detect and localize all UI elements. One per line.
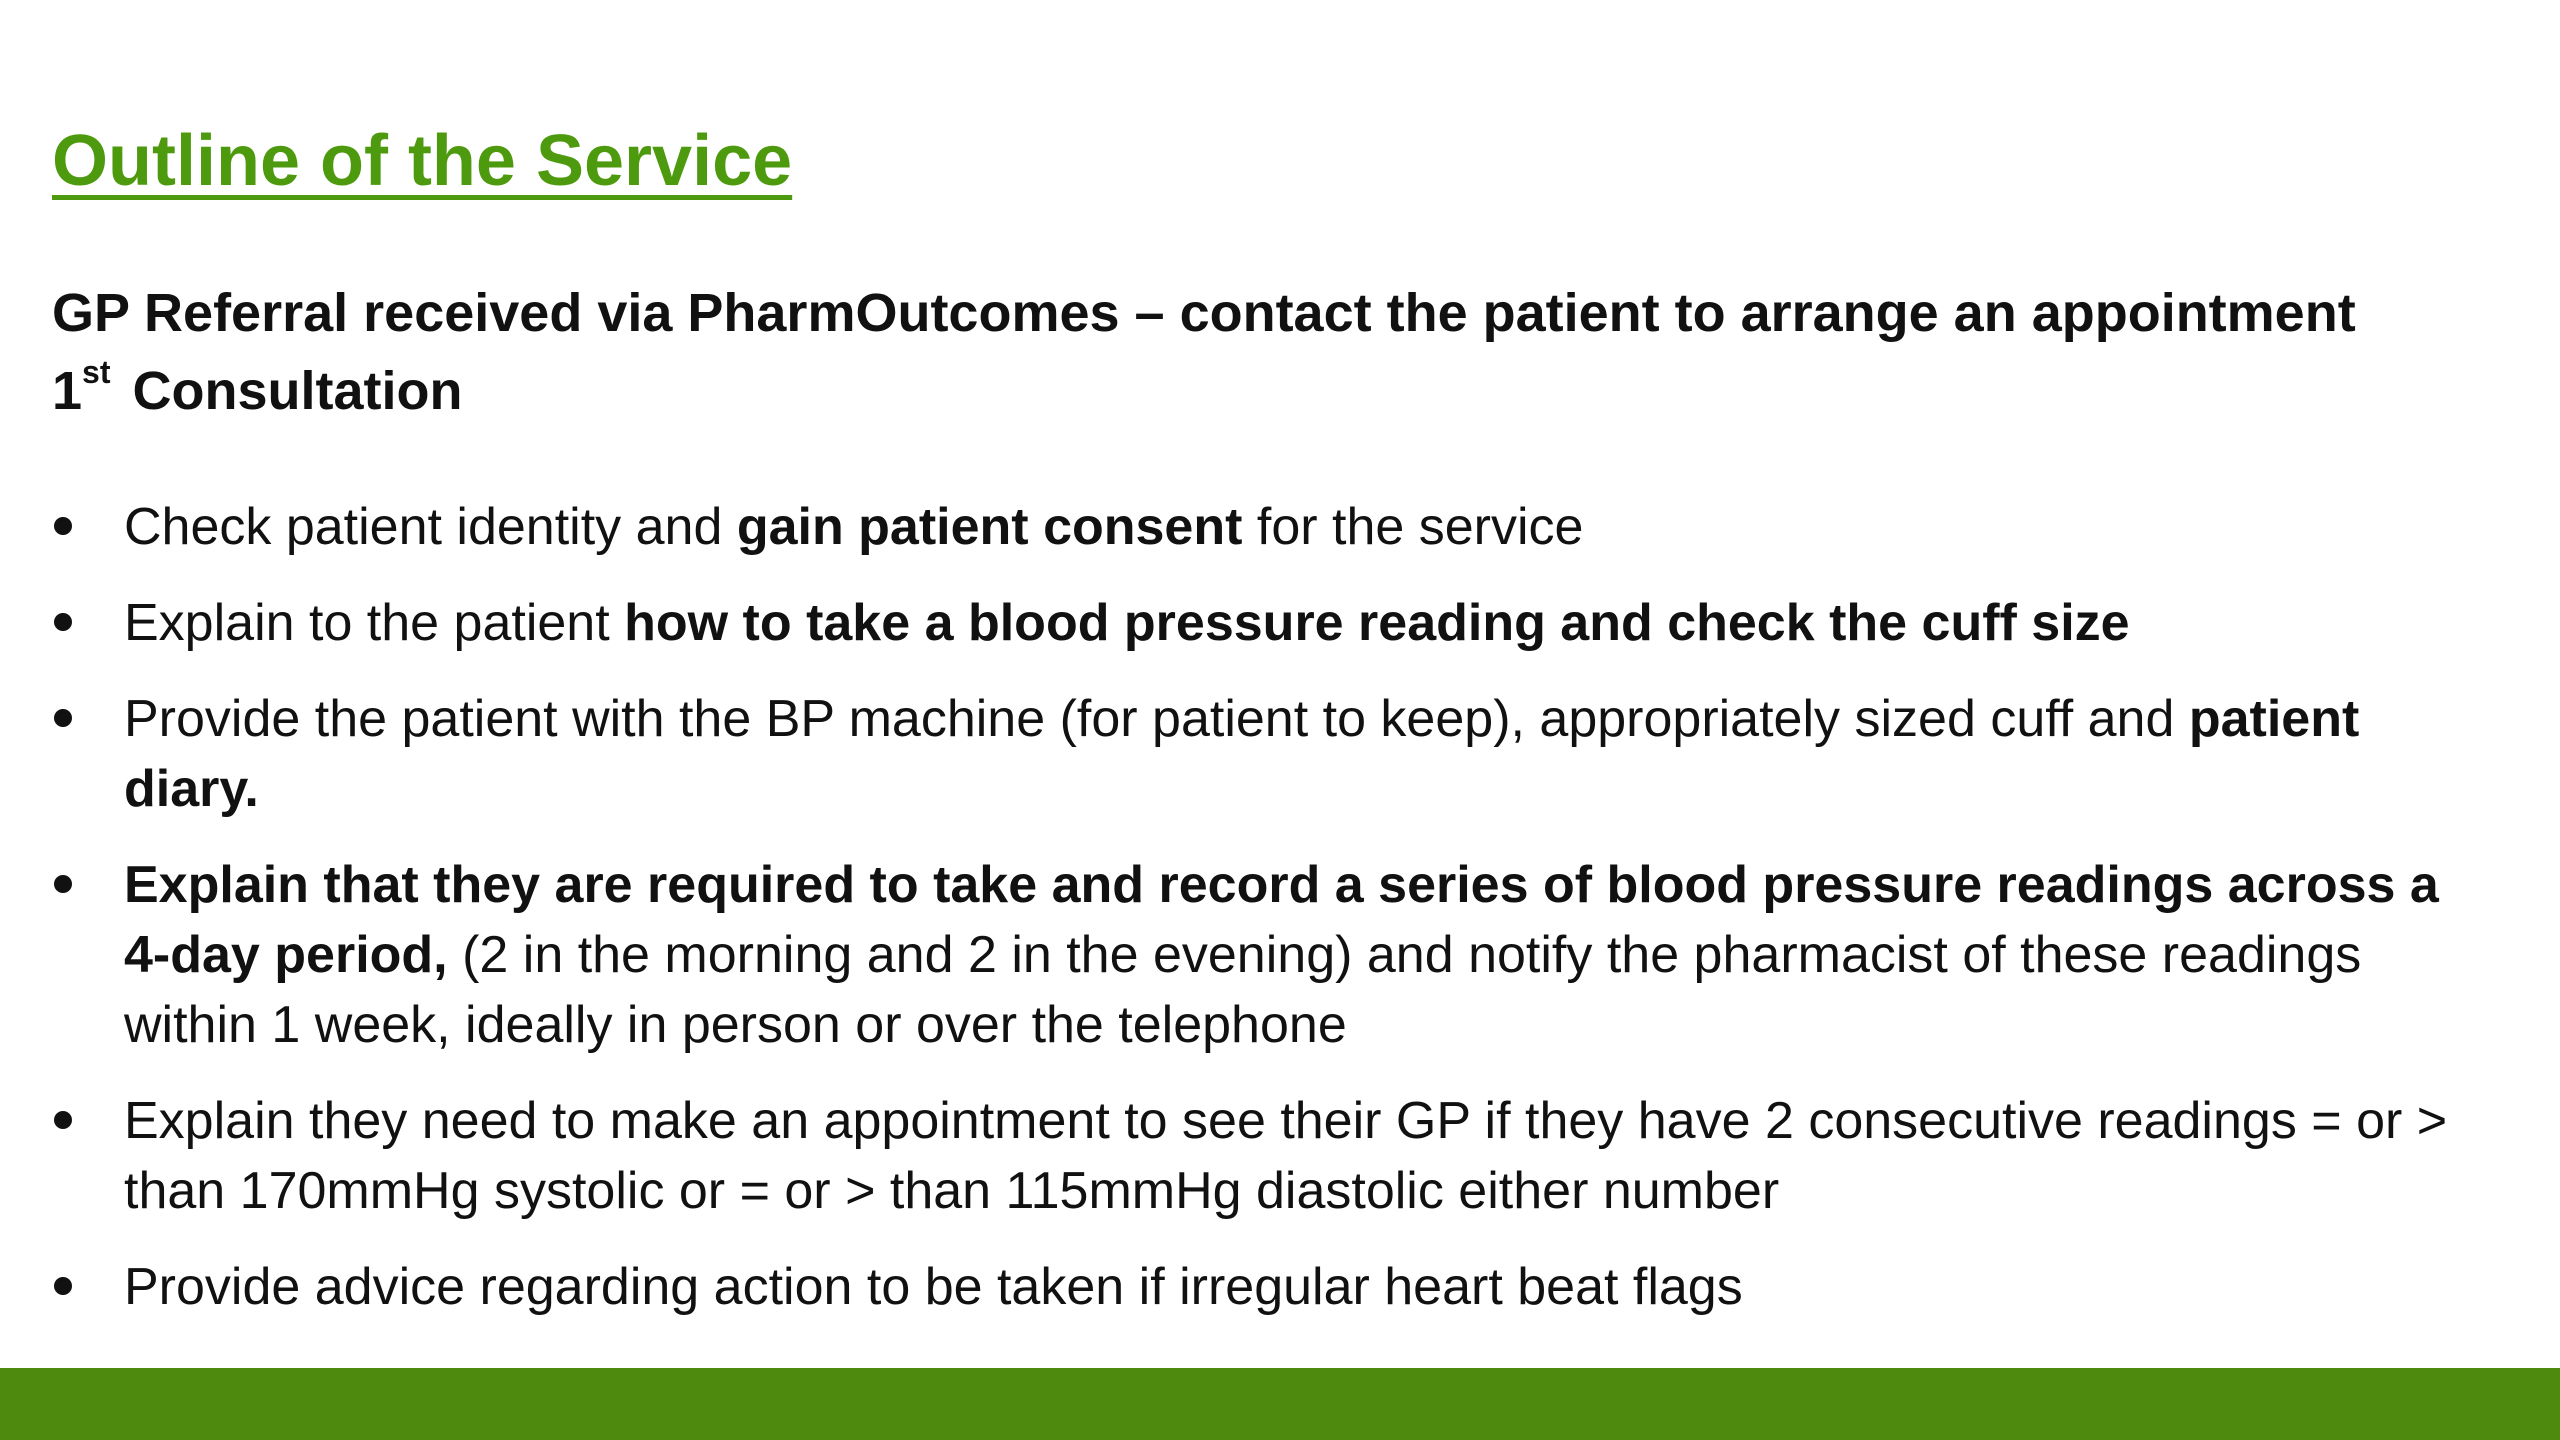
- bullet-text: Explain they need to make an appointment to see their GP if they have 2 consecutive readings = or > than 170mmHg systolic or = or > than 115mmHg diastolic either number: [124, 1092, 2448, 1220]
- consultation-heading: [52, 354, 463, 422]
- consultation-suffix: st: [82, 354, 111, 390]
- bullet-bold-text: gain patient consent: [736, 498, 1243, 556]
- bullet-dot-icon: [54, 709, 72, 727]
- bullet-dot-icon: [54, 1277, 72, 1295]
- bullet-dot-icon: [54, 613, 72, 631]
- footer-bar: [0, 1368, 2560, 1440]
- bullet-dot-icon: [54, 1111, 72, 1129]
- bullet-text: Check patient identity and: [124, 498, 737, 556]
- bullet-item: [52, 684, 2472, 824]
- consultation-number: 1: [52, 361, 83, 421]
- bullet-dot-icon: [54, 517, 72, 535]
- bullet-item: [52, 588, 2472, 658]
- bullet-text: Explain to the patient: [124, 594, 625, 652]
- slide-title: Outline of the Service: [52, 121, 793, 201]
- bullet-bold-text: how to take a blood pressure reading and check the cuff size: [624, 594, 2130, 652]
- bullet-item: [52, 850, 2472, 1060]
- bullet-item: [52, 1252, 2472, 1322]
- bullet-item: [52, 492, 2472, 562]
- bullet-dot-icon: [54, 875, 72, 893]
- bullet-text: for the service: [1242, 498, 1584, 556]
- bullet-list: [52, 492, 2472, 1348]
- bullet-item: [52, 1086, 2472, 1226]
- bullet-text: Provide advice regarding action to be taken if irregular heart beat flags: [124, 1258, 1743, 1316]
- referral-subtitle: GP Referral received via PharmOutcomes – contact the patient to arrange an appointment: [52, 283, 2356, 343]
- bullet-bold-text: Explain that they are required to take and record a series of blood pressure readings across a 4-day period,: [124, 856, 2439, 984]
- consultation-label: Consultation: [132, 361, 463, 421]
- bullet-text: Provide the patient with the BP machine (for patient to keep), appropriately sized cuff and: [124, 690, 2189, 748]
- bullet-text: (2 in the morning and 2 in the evening) and notify the pharmacist of these readings within 1 week, ideally in person or over the telephone: [124, 926, 2362, 1054]
- bullet-bold-text: patient diary.: [124, 690, 2360, 818]
